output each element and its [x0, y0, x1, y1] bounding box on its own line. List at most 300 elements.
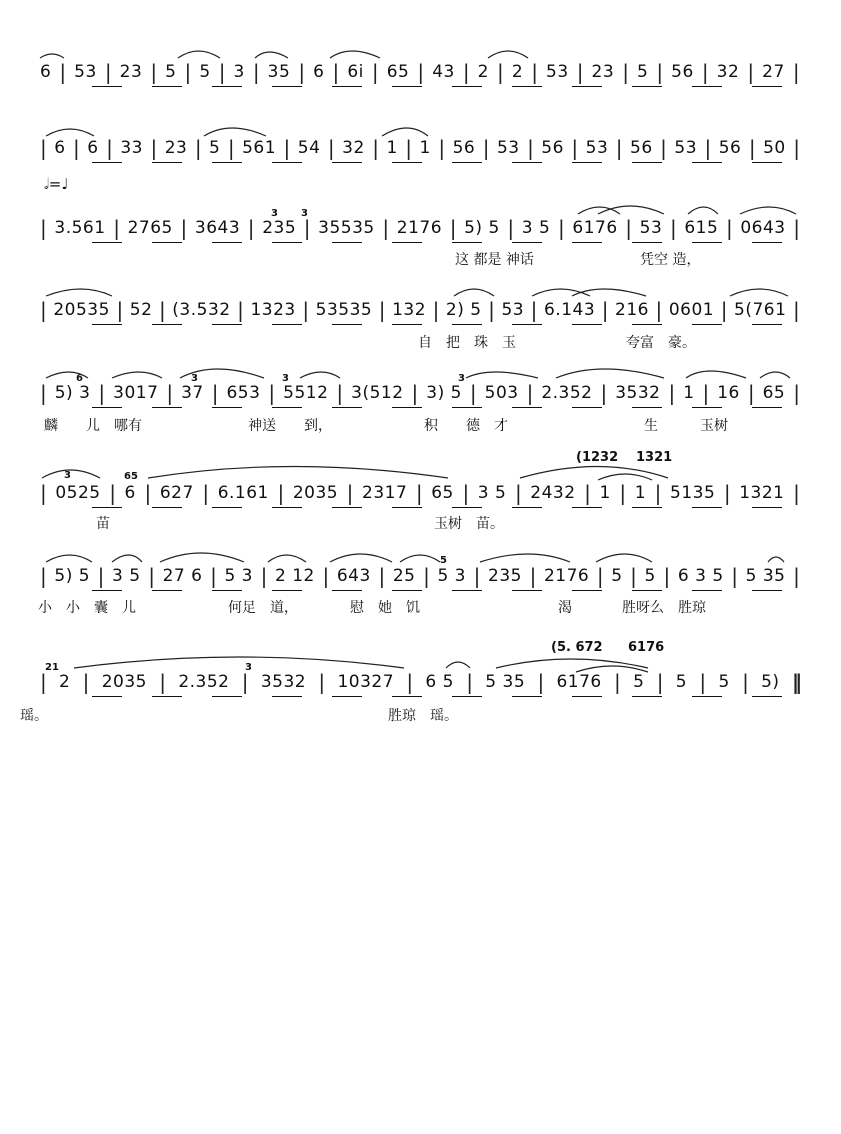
measure-notes: 2432: [530, 483, 576, 503]
barline: |: [720, 298, 728, 322]
rhythm-underline: [152, 86, 182, 87]
measure-notes: 53535: [315, 300, 373, 320]
barline: |: [669, 216, 677, 240]
measure-notes: 615: [684, 218, 719, 238]
final-barline: ‖: [791, 670, 800, 694]
rhythm-underline: [332, 590, 362, 591]
rhythm-underline: [632, 162, 662, 163]
measure-notes: 5 35: [745, 566, 786, 586]
rhythm-underline: [392, 696, 422, 697]
barline: |: [584, 481, 591, 505]
measure-notes: 50: [763, 138, 786, 158]
lyric-line: [0, 706, 841, 726]
rhythm-underline: [92, 324, 122, 325]
lyric-text: 积 德 才: [424, 418, 508, 434]
measure-notes: 1323: [250, 300, 296, 320]
barline: |: [194, 136, 202, 160]
rhythm-underline: [692, 86, 722, 87]
rhythm-underline: [272, 162, 302, 163]
measure-notes: 53: [501, 300, 525, 320]
barline: |: [116, 298, 124, 322]
barline: |: [303, 216, 311, 240]
barline: |: [405, 136, 413, 160]
measure-notes: 16: [717, 383, 740, 403]
rhythm-underline: [332, 242, 362, 243]
lyric-text: 苗: [96, 516, 110, 532]
lyric-line: [0, 416, 841, 436]
rhythm-underline: [752, 696, 782, 697]
rhythm-underline: [332, 162, 362, 163]
barline: |: [210, 564, 217, 588]
measure-notes: 65: [431, 483, 454, 503]
rhythm-underline: [392, 507, 422, 508]
measure-notes: 3643: [194, 218, 241, 238]
barline: |: [655, 298, 663, 322]
rhythm-underline: [512, 590, 542, 591]
barline: |: [793, 136, 800, 160]
barline: |: [507, 216, 515, 240]
measure-notes: 5: [209, 138, 221, 158]
score-row: [40, 383, 800, 403]
barline: |: [793, 564, 800, 588]
rhythm-underline: [752, 407, 782, 408]
barline: |: [497, 60, 504, 84]
measure-notes: 5135: [670, 483, 716, 503]
grace-note: 3: [64, 470, 71, 481]
barline: |: [144, 481, 152, 505]
barline: |: [529, 564, 537, 588]
score-row: [40, 218, 800, 238]
barline: |: [596, 564, 604, 588]
measure-notes: 5: [165, 62, 177, 82]
barline: |: [150, 60, 158, 84]
rhythm-underline: [272, 86, 302, 87]
tempo-marking: 𝅗𝅥=♩: [44, 175, 69, 193]
barline: |: [336, 381, 344, 405]
barline: |: [615, 136, 623, 160]
barline: |: [747, 381, 755, 405]
barline: |: [614, 670, 621, 694]
barline: |: [302, 298, 310, 322]
measure-notes: 2: [477, 62, 489, 82]
rhythm-underline: [332, 696, 362, 697]
rhythm-underline: [392, 590, 422, 591]
barline: |: [668, 381, 676, 405]
barline: |: [327, 136, 335, 160]
rhythm-underline: [392, 324, 422, 325]
rhythm-underline: [452, 407, 482, 408]
barline: |: [97, 564, 105, 588]
barline: |: [277, 481, 285, 505]
barline: |: [473, 564, 481, 588]
measure-notes: 65: [762, 383, 786, 403]
rhythm-underline: [212, 324, 242, 325]
rhythm-underline: [572, 696, 602, 697]
barline: |: [466, 670, 473, 694]
barline: |: [283, 136, 291, 160]
grace-note: 65: [124, 471, 138, 482]
barline: |: [792, 298, 800, 322]
measure-notes: 52: [129, 300, 153, 320]
barline: |: [663, 564, 671, 588]
rhythm-underline: [92, 590, 122, 591]
lyric-text: 慰 她 饥: [350, 600, 420, 616]
barline: |: [731, 564, 739, 588]
barline: |: [571, 136, 579, 160]
measure-notes: 1: [386, 138, 398, 158]
rhythm-underline: [272, 324, 302, 325]
measure-notes: 23: [119, 62, 143, 82]
rhythm-underline: [752, 507, 782, 508]
barline: |: [322, 564, 330, 588]
measure-notes: 20535: [53, 300, 110, 320]
rhythm-underline: [212, 590, 242, 591]
barline: |: [747, 60, 755, 84]
barline: |: [660, 136, 667, 160]
measure-notes: 3017: [113, 383, 159, 403]
barline: |: [148, 564, 155, 588]
barline: |: [792, 60, 800, 84]
barline: |: [654, 481, 662, 505]
measure-notes: 56: [718, 138, 742, 158]
rhythm-underline: [392, 86, 422, 87]
lyric-text: 自 把 珠 玉: [418, 335, 516, 351]
rhythm-underline: [632, 242, 662, 243]
measure-notes: 643: [336, 566, 371, 586]
rhythm-underline: [752, 86, 782, 87]
measure-notes: 5) 5: [464, 218, 500, 238]
barline: |: [202, 481, 210, 505]
barline: |: [537, 670, 545, 694]
measure-notes: 5: [675, 672, 688, 692]
rhythm-underline: [452, 162, 482, 163]
rhythm-underline: [452, 86, 482, 87]
barline: |: [40, 670, 47, 694]
measure-notes: 56: [671, 62, 694, 82]
measure-notes: 5) 5: [54, 566, 91, 586]
rhythm-underline: [632, 507, 662, 508]
measure-notes: 5 35: [485, 672, 526, 692]
measure-notes: 132: [392, 300, 427, 320]
rhythm-underline: [452, 590, 482, 591]
rhythm-underline: [692, 696, 722, 697]
measure-notes: 32: [716, 62, 740, 82]
measure-notes: 6176: [556, 672, 602, 692]
rhythm-underline: [632, 590, 662, 591]
barline: |: [469, 381, 477, 405]
measure-notes: 1321: [739, 483, 785, 503]
measure-notes: (3.532: [172, 300, 231, 320]
measure-notes: 3.561: [54, 218, 106, 238]
rhythm-underline: [572, 242, 602, 243]
barline: |: [656, 60, 664, 84]
lyric-text: 麟 儿 哪有: [44, 418, 142, 434]
barline: |: [531, 60, 538, 84]
rhythm-underline: [152, 242, 182, 243]
barline: |: [601, 298, 609, 322]
barline: |: [423, 564, 430, 588]
measure-notes: 1: [683, 383, 695, 403]
rhythm-underline: [392, 242, 422, 243]
lyric-text: 胜呀么 胜琼: [622, 600, 706, 616]
grace-note: 3: [282, 373, 289, 384]
measure-notes: 56: [630, 138, 653, 158]
measure-notes: 56: [452, 138, 476, 158]
barline: |: [109, 481, 116, 505]
measure-notes: 5: [611, 566, 623, 586]
rhythm-underline: [452, 242, 482, 243]
grace-note: 5: [440, 555, 447, 566]
barline: |: [748, 136, 756, 160]
rhythm-underline: [212, 407, 242, 408]
measure-notes: 23: [164, 138, 188, 158]
score-row: [40, 483, 800, 503]
barline: |: [432, 298, 440, 322]
measure-notes: 35535: [318, 218, 375, 238]
rhythm-underline: [572, 162, 602, 163]
measure-notes: 5: [199, 62, 211, 82]
measure-notes: 3 5: [112, 566, 141, 586]
lyric-line: [0, 514, 841, 534]
measure-notes: 2765: [127, 218, 173, 238]
lyric-text: 神送 到，: [248, 418, 332, 434]
rhythm-underline: [152, 696, 182, 697]
measure-notes: 6: [313, 62, 325, 82]
measure-notes: 2176: [396, 218, 443, 238]
measure-notes: 2.352: [178, 672, 230, 692]
lyric-text: 小 小 囊 儿: [38, 600, 136, 616]
measure-notes: 5) 3: [54, 383, 91, 403]
barline: |: [406, 670, 414, 694]
lyric-line: [0, 598, 841, 618]
barline: |: [40, 381, 47, 405]
rhythm-underline: [212, 162, 242, 163]
barline: |: [180, 216, 188, 240]
barline: |: [699, 670, 707, 694]
barline: |: [415, 481, 423, 505]
score-row: [40, 300, 800, 320]
accompaniment-annotation: 1321: [636, 450, 673, 465]
barline: |: [247, 216, 255, 240]
measure-notes: 3: [233, 62, 245, 82]
measure-notes: 6.143: [543, 300, 596, 320]
measure-notes: 53: [546, 62, 569, 82]
barline: |: [184, 60, 192, 84]
rhythm-underline: [692, 162, 722, 163]
measure-notes: 3(512: [351, 383, 404, 403]
rhythm-underline: [692, 590, 722, 591]
measure-notes: 216: [615, 300, 649, 320]
measure-notes: 2 12: [275, 566, 315, 586]
rhythm-underline: [452, 324, 482, 325]
barline: |: [701, 60, 709, 84]
barline: |: [793, 216, 800, 240]
rhythm-underline: [752, 590, 782, 591]
barline: |: [346, 481, 354, 505]
measure-notes: 0601: [668, 300, 715, 320]
score-row: [40, 62, 800, 82]
measure-notes: 53: [496, 138, 520, 158]
measure-notes: 2.352: [541, 383, 593, 403]
lyric-text: 生 玉树: [644, 418, 728, 434]
grace-note: 3: [301, 208, 308, 219]
rhythm-underline: [692, 324, 722, 325]
barline: |: [793, 481, 800, 505]
measure-notes: 53: [74, 62, 97, 82]
rhythm-underline: [92, 507, 122, 508]
measure-notes: 0643: [740, 218, 786, 238]
rhythm-underline: [212, 242, 242, 243]
barline: |: [82, 670, 90, 694]
score-row: [40, 672, 800, 692]
barline: |: [40, 564, 47, 588]
grace-note: 3: [191, 373, 198, 384]
measure-notes: 1: [599, 483, 611, 503]
measure-notes: 627: [159, 483, 194, 503]
measure-notes: 43: [432, 62, 455, 82]
barline: |: [527, 136, 534, 160]
measure-notes: 3532: [615, 383, 661, 403]
lyric-text: 何足 道，: [228, 600, 298, 616]
measure-notes: 2035: [101, 672, 147, 692]
measure-notes: 6 5: [425, 672, 454, 692]
measure-notes: 27: [762, 62, 785, 82]
rhythm-underline: [152, 162, 182, 163]
barline: |: [417, 60, 425, 84]
accompaniment-annotation: 6176: [628, 640, 665, 655]
barline: |: [318, 670, 326, 694]
measure-notes: 3 5: [477, 483, 507, 503]
measure-notes: 6: [54, 138, 66, 158]
measure-notes: 25: [392, 566, 416, 586]
measure-notes: 53: [585, 138, 609, 158]
barline: |: [73, 136, 80, 160]
measure-notes: 10327: [337, 672, 395, 692]
rhythm-underline: [752, 242, 782, 243]
barline: |: [371, 60, 379, 84]
rhythm-underline: [572, 324, 602, 325]
rhythm-underline: [512, 242, 542, 243]
lyric-text: 夸富 豪。: [626, 335, 696, 351]
barline: |: [332, 60, 340, 84]
rhythm-underline: [632, 407, 662, 408]
barline: |: [742, 670, 749, 694]
barline: |: [462, 60, 470, 84]
rhythm-underline: [212, 86, 242, 87]
rhythm-underline: [92, 162, 122, 163]
barline: |: [237, 298, 244, 322]
rhythm-underline: [152, 407, 182, 408]
measure-notes: 65: [386, 62, 410, 82]
rhythm-underline: [272, 407, 302, 408]
rhythm-underline: [632, 324, 662, 325]
barline: |: [449, 216, 457, 240]
rhythm-underline: [452, 696, 482, 697]
lyric-line: [0, 250, 841, 270]
barline: |: [725, 216, 733, 240]
barline: |: [704, 136, 712, 160]
measure-notes: 6i: [347, 62, 364, 82]
barline: |: [619, 481, 627, 505]
measure-notes: 0525: [55, 483, 101, 503]
measure-notes: 6176: [572, 218, 618, 238]
barline: |: [268, 381, 276, 405]
barline: |: [252, 60, 260, 84]
barline: |: [40, 216, 47, 240]
grace-note: 21: [45, 662, 59, 673]
score-row: [40, 566, 800, 586]
measure-notes: 32: [342, 138, 365, 158]
accompaniment-annotation: (1232: [576, 450, 619, 465]
rhythm-underline: [752, 324, 782, 325]
barline: |: [106, 136, 113, 160]
measure-notes: 503: [484, 383, 519, 403]
measure-notes: 2035: [292, 483, 339, 503]
rhythm-underline: [92, 242, 122, 243]
barline: |: [656, 670, 664, 694]
measure-notes: 6.161: [217, 483, 269, 503]
rhythm-underline: [332, 86, 362, 87]
measure-notes: 5 3: [437, 566, 466, 586]
barline: |: [482, 136, 490, 160]
rhythm-underline: [572, 407, 602, 408]
rhythm-underline: [272, 590, 302, 591]
barline: |: [438, 136, 446, 160]
measure-notes: 6: [87, 138, 99, 158]
barline: |: [158, 298, 166, 322]
measure-notes: 3 5: [521, 218, 551, 238]
rhythm-underline: [332, 407, 362, 408]
rhythm-underline: [572, 86, 602, 87]
measure-notes: 37: [181, 383, 204, 403]
rhythm-underline: [332, 324, 362, 325]
rhythm-underline: [152, 507, 182, 508]
measure-notes: 2: [59, 672, 71, 692]
rhythm-underline: [692, 407, 722, 408]
rhythm-underline: [512, 696, 542, 697]
rhythm-underline: [572, 507, 602, 508]
score-row: [40, 138, 800, 158]
measure-notes: 3532: [260, 672, 307, 692]
barline: |: [411, 381, 419, 405]
measure-notes: 5: [636, 62, 649, 82]
barline: |: [166, 381, 174, 405]
rhythm-underline: [572, 590, 602, 591]
measure-notes: 5): [761, 672, 780, 692]
rhythm-underline: [92, 86, 122, 87]
lyric-text: 玉树 苗。: [434, 516, 504, 532]
rhythm-underline: [512, 86, 542, 87]
barline: |: [150, 136, 158, 160]
measure-notes: 2: [511, 62, 524, 82]
rhythm-underline: [392, 162, 422, 163]
rhythm-underline: [272, 696, 302, 697]
barline: |: [227, 136, 235, 160]
rhythm-underline: [632, 86, 662, 87]
measure-notes: 3) 5: [426, 383, 462, 403]
measure-notes: 54: [297, 138, 321, 158]
measure-notes: 653: [226, 383, 261, 403]
barline: |: [260, 564, 268, 588]
barline: |: [241, 670, 249, 694]
measure-notes: 6: [124, 483, 136, 503]
grace-note: 3: [271, 208, 278, 219]
rhythm-underline: [92, 696, 122, 697]
measure-notes: 53: [639, 218, 663, 238]
measure-notes: 5512: [283, 383, 329, 403]
barline: |: [211, 381, 219, 405]
measure-notes: 1: [634, 483, 647, 503]
